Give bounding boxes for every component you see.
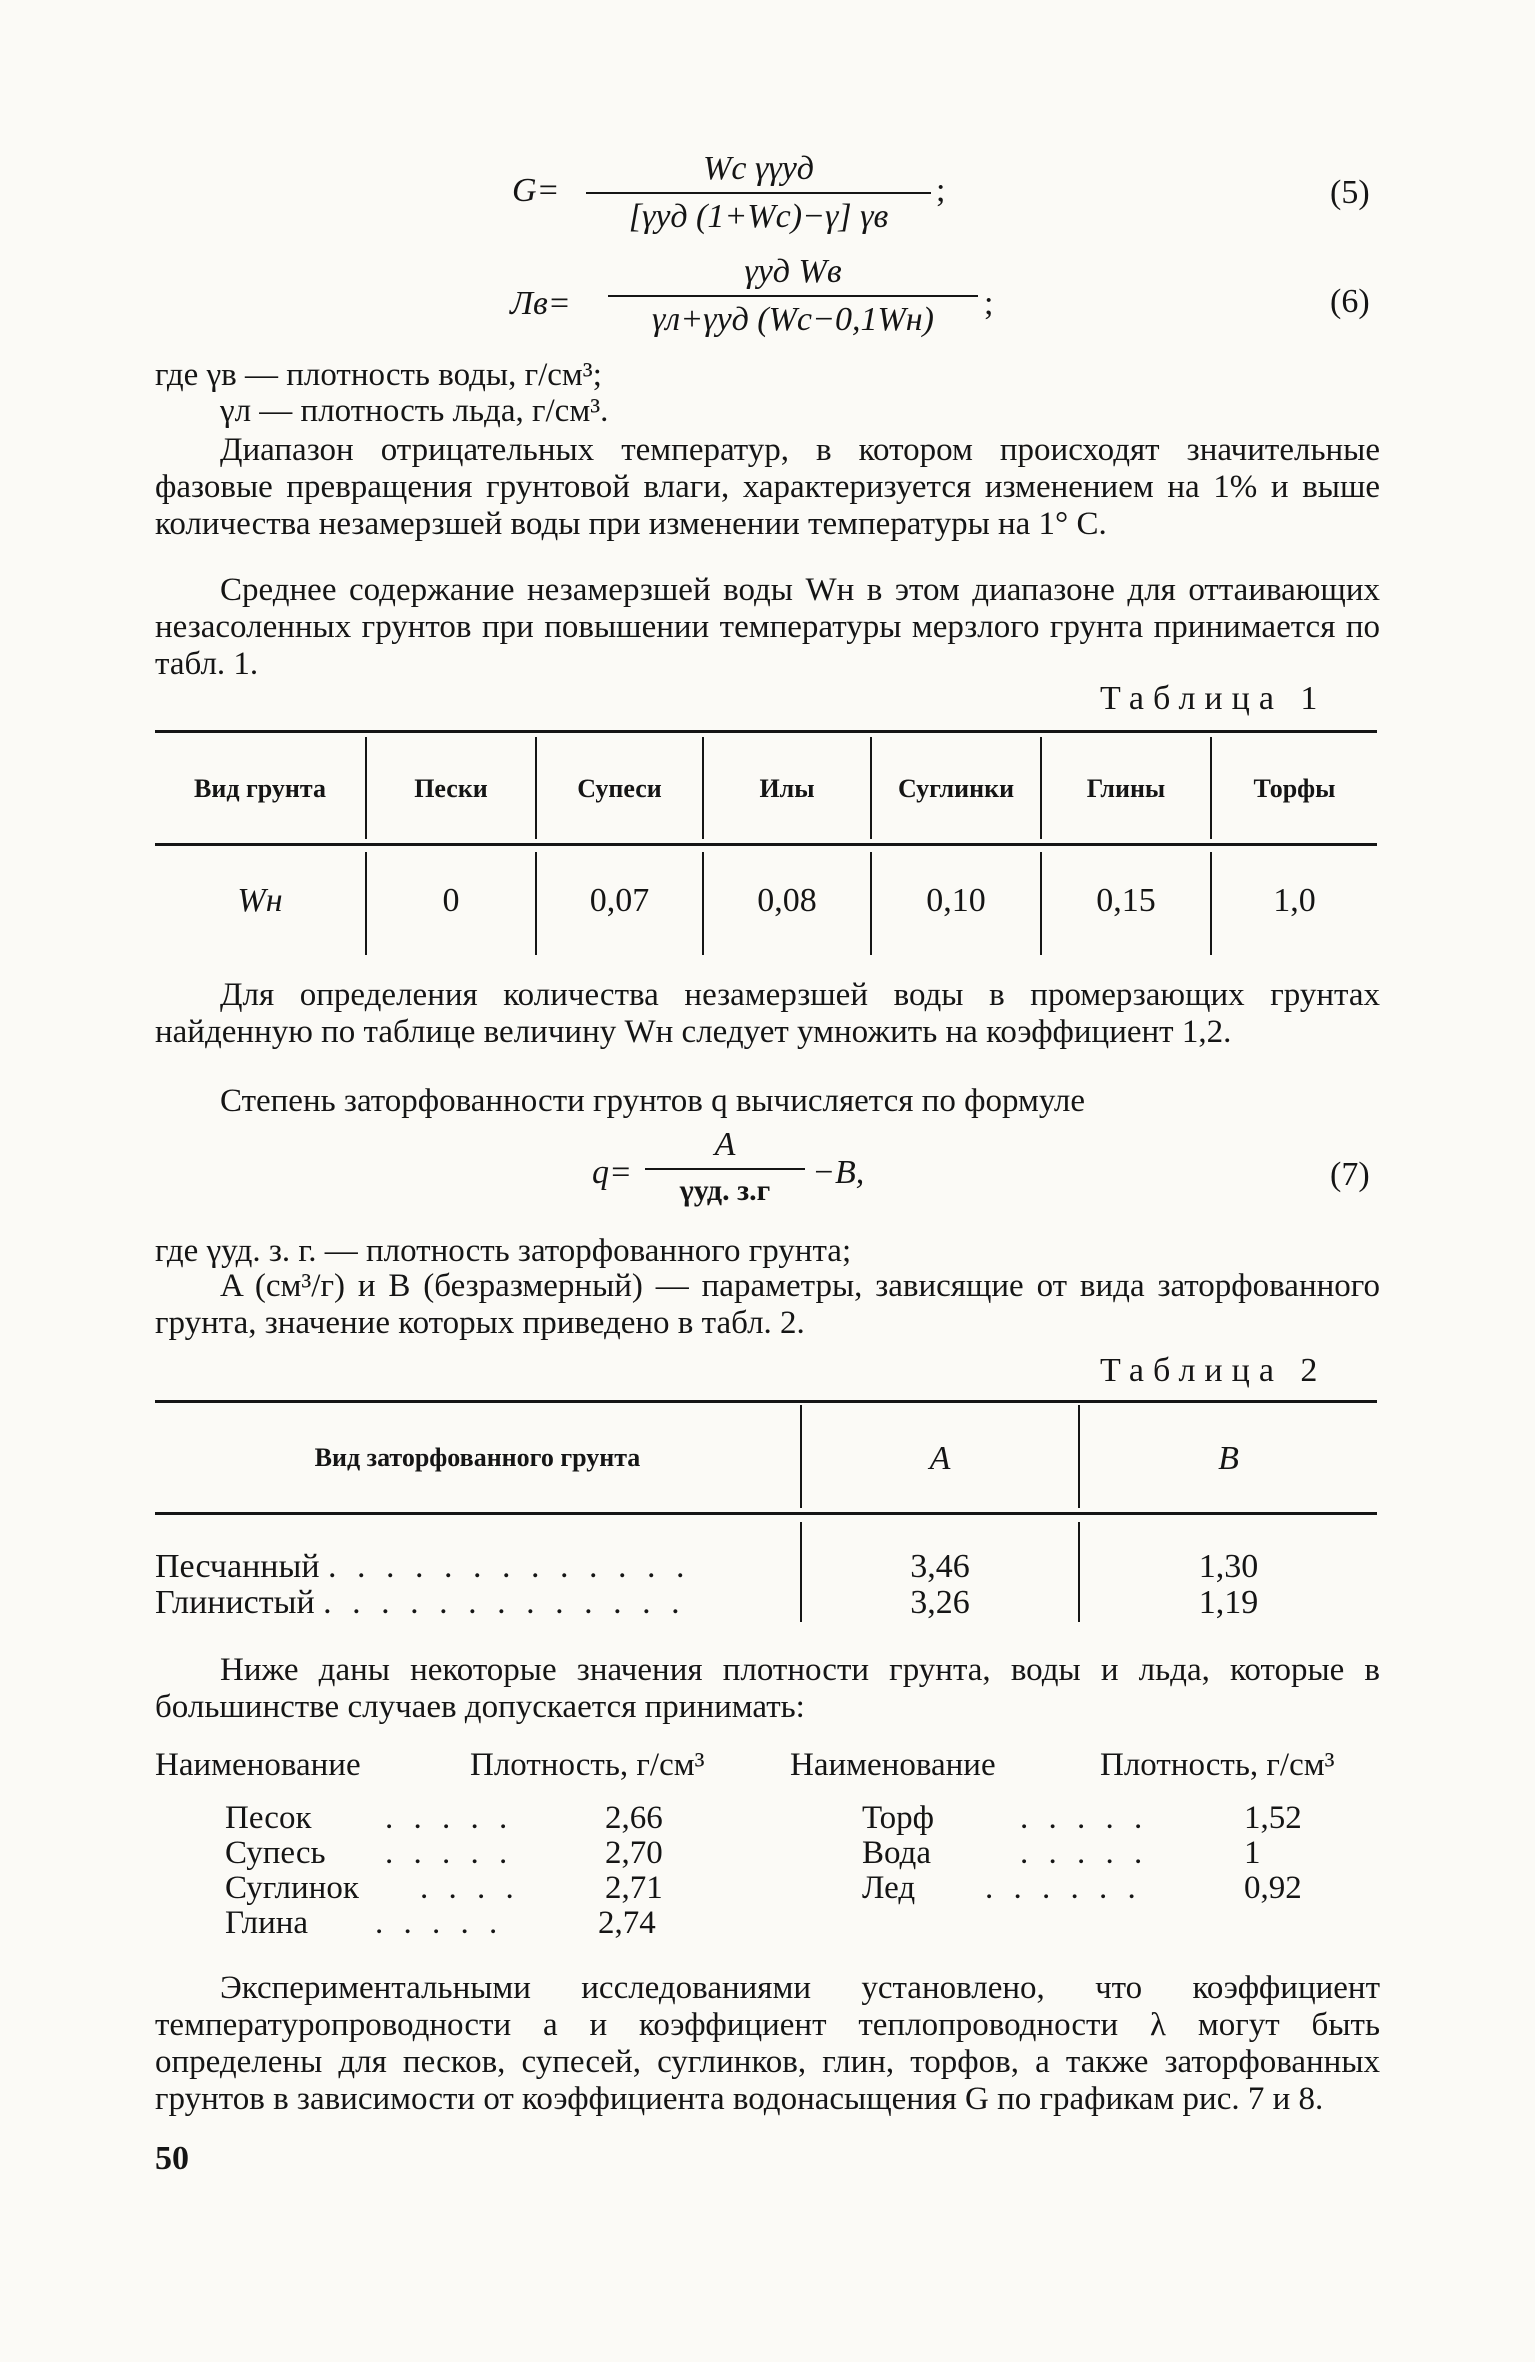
paragraph-densities-intro: Ниже даны некоторые значения плотности грунта, воды и льда, которые в большинстве случаев допускается принимать: (155, 1652, 1380, 1725)
density-item-name: Лед (862, 1870, 916, 1906)
density-item-name: Торф (862, 1800, 935, 1836)
density-item-value: 2,70 (605, 1835, 663, 1871)
density-item-ice (862, 1870, 915, 1907)
formula-6-fraction (608, 253, 978, 339)
table-1-value-sandy-loam: 0,07 (589, 882, 650, 919)
table-2-row-clayey (155, 1584, 686, 1622)
table-2-row-sandy-name: Песчанный (155, 1548, 320, 1585)
density-item-value: 2,71 (605, 1870, 663, 1906)
table-2-header-peat-soil-type: Вид заторфованного грунта (314, 1443, 641, 1472)
table-2-row-clayey-name: Глинистый (155, 1584, 315, 1621)
formula-5-tail: ; (936, 172, 946, 209)
table-1-value-sands: 0 (442, 882, 460, 919)
density-item-name: Супесь (225, 1835, 326, 1871)
table-1-value-loams: 0,10 (926, 882, 986, 919)
table-1-row-label: Wн (237, 882, 283, 919)
density-item-value: 2,66 (605, 1800, 663, 1836)
density-head-value-left: Плотность, г/см³ (470, 1747, 705, 1783)
density-item-water (862, 1835, 931, 1872)
paragraph-freezing-coefficient: Для определения количества незамерзшей воды в промерзающих грунтах найденную по таблице величину Wн следует умножить на коэффициент 1,2. (155, 977, 1380, 1050)
where-parameters-a-b: A (см³/г) и B (безразмерный) — параметры, зависящие от вида заторфованного грунта, значение которых приведено в табл. 2. (155, 1268, 1380, 1341)
table-2-sandy-a: 3,46 (910, 1548, 970, 1585)
paragraph-temperature-range: Диапазон отрицательных температур, в котором происходят значительные фазовые превращения грунтовой влаги, характеризуется изменением на 1% и выше количества незамерзшей воды при изменении температуры на 1° С. (155, 432, 1380, 542)
formula-7-tail: −B, (812, 1154, 865, 1191)
table-1-value-silts: 0,08 (757, 882, 817, 919)
table-1-value-clays: 0,15 (1096, 882, 1156, 919)
density-item-name: Глина (225, 1905, 309, 1941)
density-item-sand (225, 1800, 311, 1837)
density-item-dots: . . . . . (385, 1835, 514, 1871)
paragraph-experimental-results: Экспериментальными исследованиями установлено, что коэффициент температуропроводности a и коэффициент теплопроводности λ могут быть определены для песков, супесей, суглинков, глин, торфов, а также заторфованных грунтов в зависимости от коэффициента водонасыщения G по графикам рис. 7 и 8. (155, 1970, 1380, 2117)
table-2-header-b: B (1218, 1440, 1239, 1477)
density-item-clay (225, 1905, 308, 1942)
formula-6-number: (6) (1330, 283, 1370, 320)
formula-5-denominator: [γуд (1+Wс)−γ] γв (628, 198, 889, 235)
formula-6-lhs: Лв= (510, 285, 571, 322)
density-item-peat (862, 1800, 934, 1837)
table-2-sandy-b: 1,30 (1198, 1548, 1259, 1585)
table-1-header-silts: Илы (759, 774, 815, 803)
where-gamma-ice: γл — плотность льда, г/см³. (220, 393, 609, 429)
density-item-dots: . . . . . (385, 1800, 514, 1836)
density-head-name-left: Наименование (155, 1747, 361, 1783)
table-2-caption: Таблица 2 (1100, 1352, 1327, 1389)
where-gamma-water: где γв — плотность воды, г/см³; (155, 357, 602, 393)
density-item-name: Вода (862, 1835, 931, 1871)
table-2-header-a: A (929, 1440, 951, 1477)
formula-6-tail: ; (984, 285, 994, 322)
density-item-value: 0,92 (1244, 1870, 1302, 1906)
density-head-value-right: Плотность, г/см³ (1100, 1747, 1335, 1783)
density-item-value: 1 (1244, 1835, 1261, 1871)
table-2-row-sandy (155, 1548, 691, 1586)
density-item-dots: . . . . (420, 1870, 520, 1906)
table-1-header-soil-type: Вид грунта (194, 774, 326, 803)
density-head-name-right: Наименование (790, 1747, 996, 1783)
paragraph-peat-degree: Степень заторфованности грунтов q вычисляется по формуле (220, 1083, 1086, 1119)
density-item-value: 2,74 (598, 1905, 656, 1941)
formula-5-number: (5) (1330, 174, 1370, 211)
density-item-dots: . . . . . (375, 1905, 504, 1941)
table-1-caption: Таблица 1 (1100, 680, 1327, 717)
table-1-header-sandy-loam: Супеси (577, 774, 662, 803)
formula-5-lhs: G= (512, 172, 560, 209)
paragraph-unfrozen-water: Среднее содержание незамерзшей воды Wн в этом диапазоне для оттаивающих незасоленных грунтов при повышении температуры мерзлого грунта принимается по табл. 1. (155, 572, 1380, 682)
formula-7-numerator: A (714, 1126, 736, 1163)
density-item-dots: . . . . . (1020, 1800, 1149, 1836)
density-item-sandy-loam (225, 1835, 326, 1872)
table-2-clayey-b: 1,19 (1198, 1584, 1259, 1621)
formula-7-fraction (645, 1126, 805, 1208)
table-2-row-clayey-dots: . . . . . . . . . . . . . (323, 1584, 686, 1621)
formula-7-number: (7) (1330, 1156, 1370, 1193)
table-1-header-clays: Глины (1086, 774, 1166, 803)
table-1-header-sands: Пески (414, 774, 488, 803)
where-peat-density: где γуд. з. г. — плотность заторфованного грунта; (155, 1233, 852, 1269)
density-item-dots: . . . . . . (985, 1870, 1142, 1906)
density-item-loam (225, 1870, 359, 1907)
density-item-value: 1,52 (1244, 1800, 1302, 1836)
page-number: 50 (155, 2140, 189, 2177)
table-1-header-loams: Суглинки (897, 774, 1015, 803)
table-1-value-peats: 1,0 (1273, 882, 1316, 919)
formula-5-numerator: Wс γγуд (703, 150, 814, 187)
density-item-name: Песок (225, 1800, 312, 1836)
table-1-header-peats: Торфы (1253, 774, 1336, 803)
formula-7-lhs: q= (592, 1154, 632, 1191)
formula-5-fraction (586, 150, 931, 236)
table-2-clayey-a: 3,26 (910, 1584, 970, 1621)
density-item-dots: . . . . . (1020, 1835, 1149, 1871)
table-2-row-sandy-dots: . . . . . . . . . . . . . (328, 1548, 691, 1585)
density-item-name: Суглинок (225, 1870, 359, 1906)
formula-6-numerator: γуд Wв (744, 253, 842, 290)
formula-6-denominator: γл+γуд (Wс−0,1Wн) (652, 301, 934, 338)
formula-7-denominator: γуд. з.г (679, 1174, 771, 1207)
